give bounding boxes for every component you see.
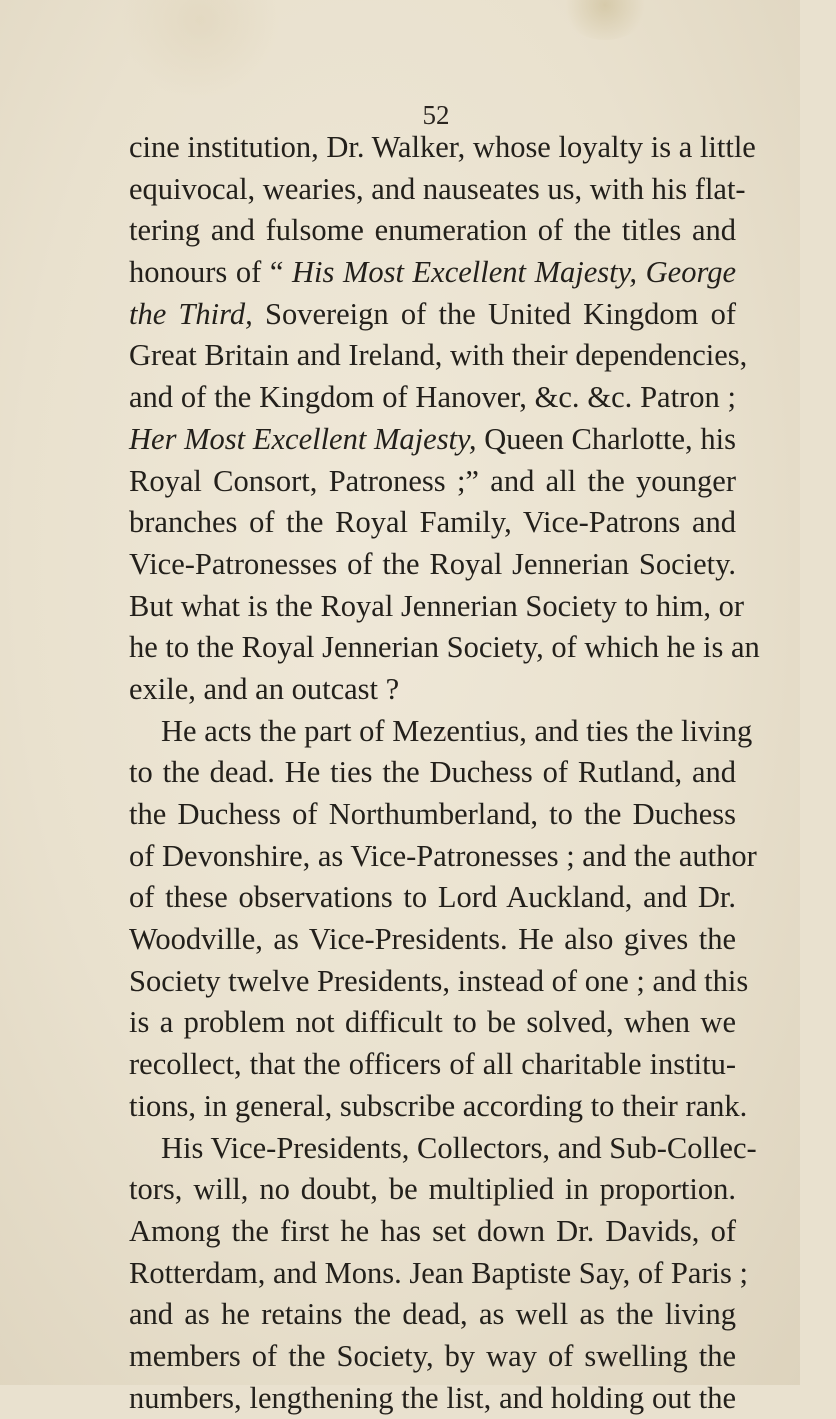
text-line [129,335,748,377]
text-line [129,711,753,753]
paper-stain [120,0,280,100]
text-run: Woodville, as Vice-Presidents. He also gives the [129,922,736,957]
body-text [129,127,760,1419]
text-line [129,294,736,336]
text-line [129,544,736,586]
text-line [129,419,736,461]
text-run: Rotterdam, and Mons. Jean Baptiste Say, of Paris ; [129,1255,748,1290]
text-line [129,1336,736,1378]
text-run: honours of “ [129,255,292,290]
text-line [129,1211,736,1253]
text-line [129,127,756,169]
text-line [129,1253,748,1295]
text-run: Great Britain and Ireland, with their dependencies, [129,338,748,373]
text-line [129,377,736,419]
text-run: equivocal, wearies, and nauseates us, with his flat- [129,171,746,206]
text-line [129,836,757,878]
text-line [129,169,746,211]
text-line [129,461,736,503]
text-run: branches of the Royal Family, Vice-Patrons and [129,505,736,540]
text-run: tions, in general, subscribe according to their rank. [129,1088,748,1123]
text-line [129,794,736,836]
text-line [129,1294,736,1336]
text-run: and as he retains the dead, as well as the living [129,1297,736,1332]
text-run: Vice-Patronesses of the Royal Jennerian Society. [129,546,736,581]
italic-text: Her Most Excellent Majesty, [129,421,477,456]
text-line [129,961,749,1003]
text-line [129,877,736,919]
text-run: Among the first he has set down Dr. Davids, of [129,1213,736,1248]
text-run: tors, will, no doubt, be multiplied in proportion. [129,1172,736,1207]
text-line [129,1002,736,1044]
text-line [129,1128,757,1170]
text-run: recollect, that the officers of all charitable institu- [129,1047,736,1082]
text-line [129,919,736,961]
italic-text: His Most Excellent Majesty, George [291,255,736,290]
page-number: 52 [422,100,450,130]
text-run: the Duchess of Northumberland, to the Duchess [129,797,736,831]
text-line [129,1169,736,1211]
text-run: His Vice-Presidents, Collectors, and Sub-Collec- [161,1130,757,1165]
text-line [129,252,736,294]
text-line [129,210,736,252]
text-run: to the dead. He ties the Duchess of Rutland, and [129,755,736,790]
text-line [129,752,736,794]
text-run: and of the Kingdom of Hanover, &c. &c. Patron ; [129,380,736,415]
text-line [129,502,736,544]
text-line [129,627,760,669]
text-line [129,1044,736,1086]
text-run: of Devonshire, as Vice-Patronesses ; and the author [129,838,757,873]
text-line [129,669,736,711]
text-run: Sovereign of the United Kingdom of [252,296,737,331]
text-run: tering and fulsome enumeration of the titles and [129,213,736,248]
text-run: He acts the part of Mezentius, and ties the living [161,713,753,748]
text-run: of these observations to Lord Auckland, and Dr. [129,880,736,915]
text-run: Queen Charlotte, his [476,421,736,456]
text-line [129,586,744,628]
text-run: Society twelve Presidents, instead of one ; and this [129,963,749,998]
text-line [129,1378,736,1419]
text-run: But what is the Royal Jennerian Society to him, or [129,588,744,623]
text-run: is a problem not difficult to be solved, when we [129,1005,736,1040]
text-run: exile, and an outcast ? [129,671,400,706]
text-run: numbers, lengthening the list, and holding out the [129,1380,736,1415]
text-run: he to the Royal Jennerian Society, of which he is an [129,630,760,665]
text-run: cine institution, Dr. Walker, whose loyalty is a little [129,130,756,164]
paper-stain [560,0,650,40]
text-line [129,1086,748,1128]
text-run: members of the Society, by way of swelling the [129,1338,736,1373]
italic-text: the Third, [129,296,253,331]
text-run: Royal Consort, Patroness ;” and all the younger [129,463,736,498]
